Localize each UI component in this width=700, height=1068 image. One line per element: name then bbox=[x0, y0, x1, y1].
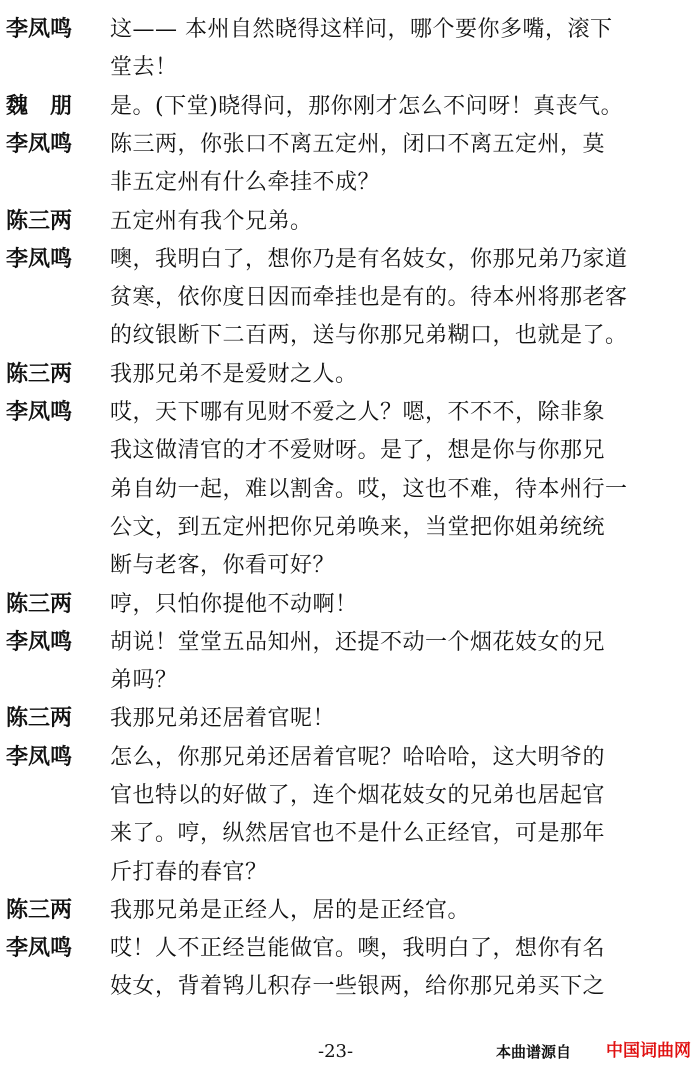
dialogue-line: 这—— 本州自然晓得这样问，哪个要你多嘴，滚下 bbox=[110, 17, 613, 42]
dialogue-line: 弟自幼一起，难以割舍。哎，这也不难，待本州行一 bbox=[110, 476, 628, 502]
dialogue-line: 堂去！ bbox=[110, 55, 178, 81]
speaker-name: 李凤鸣 bbox=[6, 246, 73, 272]
dialogue-line: 五定州有我个兄弟。 bbox=[110, 208, 313, 234]
dialogue-turn bbox=[0, 357, 700, 395]
dialogue-line: 我这做清官的才不爱财呀。是了，想是你与你那兄 bbox=[110, 438, 606, 464]
dialogue-line: 公文，到五定州把你兄弟唤来，当堂把你姐弟统统 bbox=[110, 514, 606, 540]
dialogue-line: 断与老客，你看可好？ bbox=[110, 553, 336, 579]
speaker-name: 陈三两 bbox=[6, 706, 73, 732]
dialogue-line: 怎么，你那兄弟还居着官呢？哈哈哈，这大明爷的 bbox=[110, 744, 606, 770]
dialogue-turn bbox=[0, 587, 700, 625]
speaker-name: 李凤鸣 bbox=[6, 131, 73, 157]
dialogue-line: 斤打春的春官？ bbox=[110, 859, 268, 885]
dialogue-turn bbox=[0, 127, 700, 204]
dialogue-line: 妓女，背着鸨儿积存一些银两，给你那兄弟买下之 bbox=[110, 974, 606, 1000]
dialogue-turn bbox=[0, 893, 700, 931]
speaker-name: 李凤鸣 bbox=[6, 744, 73, 770]
dialogue-line: 陈三两，你张口不离五定州，闭口不离五定州，莫 bbox=[110, 131, 606, 157]
dialogue-line: 非五定州有什么牵挂不成？ bbox=[110, 170, 381, 196]
dialogue-line: 的纹银断下二百两，送与你那兄弟糊口，也就是了。 bbox=[110, 323, 628, 349]
dialogue-line: 来了。哼，纵然居官也不是什么正经官，可是那年 bbox=[110, 821, 606, 847]
dialogue-line: 我那兄弟还居着官呢！ bbox=[110, 706, 336, 732]
speaker-name: 李凤鸣 bbox=[6, 17, 73, 42]
dialogue-line: 噢，我明白了，想你乃是有名妓女，你那兄弟乃家道 bbox=[110, 246, 628, 272]
speaker-name: 魏 朋 bbox=[6, 93, 73, 119]
source-label: 本曲谱源自 bbox=[496, 1043, 572, 1061]
dialogue-turn bbox=[0, 89, 700, 127]
speaker-name: 陈三两 bbox=[6, 591, 73, 617]
speaker-name: 陈三两 bbox=[6, 897, 73, 923]
speaker-name: 李凤鸣 bbox=[6, 400, 73, 425]
dialogue-line: 弟吗？ bbox=[110, 668, 178, 694]
dialogue-turn bbox=[0, 931, 700, 1008]
dialogue-line: 哎！人不正经岂能做官。噢，我明白了，想你有名 bbox=[110, 936, 606, 962]
speaker-name: 李凤鸣 bbox=[6, 629, 73, 655]
dialogue-line: 哼，只怕你提他不动啊！ bbox=[110, 591, 358, 617]
speaker-name: 陈三两 bbox=[6, 208, 73, 234]
dialogue-turn bbox=[0, 625, 700, 702]
dialogue-turn bbox=[0, 740, 700, 893]
dialogue-turn bbox=[0, 701, 700, 739]
dialogue-line: 哎，天下哪有见财不爱之人？嗯，不不不，除非象 bbox=[110, 400, 606, 425]
dialogue-line: 胡说！堂堂五品知州，还提不动一个烟花妓女的兄 bbox=[110, 629, 606, 655]
dialogue-line: 官也特以的好做了，连个烟花妓女的兄弟也居起官 bbox=[110, 782, 606, 808]
speaker-name: 陈三两 bbox=[6, 361, 73, 387]
page-number: -23- bbox=[318, 1041, 354, 1062]
dialogue-line: 是。(下堂)晓得问，那你刚才怎么不问呀！真丧气。 bbox=[110, 93, 624, 119]
dialogue-turn bbox=[0, 395, 700, 587]
dialogue-line: 我那兄弟是正经人，居的是正经官。 bbox=[110, 897, 471, 923]
dialogue-turn bbox=[0, 242, 700, 357]
speaker-name: 李凤鸣 bbox=[6, 936, 73, 962]
dialogue-line: 贫寒，依你度日因而牵挂也是有的。待本州将那老客 bbox=[110, 285, 628, 311]
site-watermark: 中国词曲网 bbox=[606, 1041, 691, 1061]
dialogue-turn bbox=[0, 204, 700, 242]
dialogue-turn bbox=[0, 12, 700, 89]
dialogue-line: 我那兄弟不是爱财之人。 bbox=[110, 361, 358, 387]
